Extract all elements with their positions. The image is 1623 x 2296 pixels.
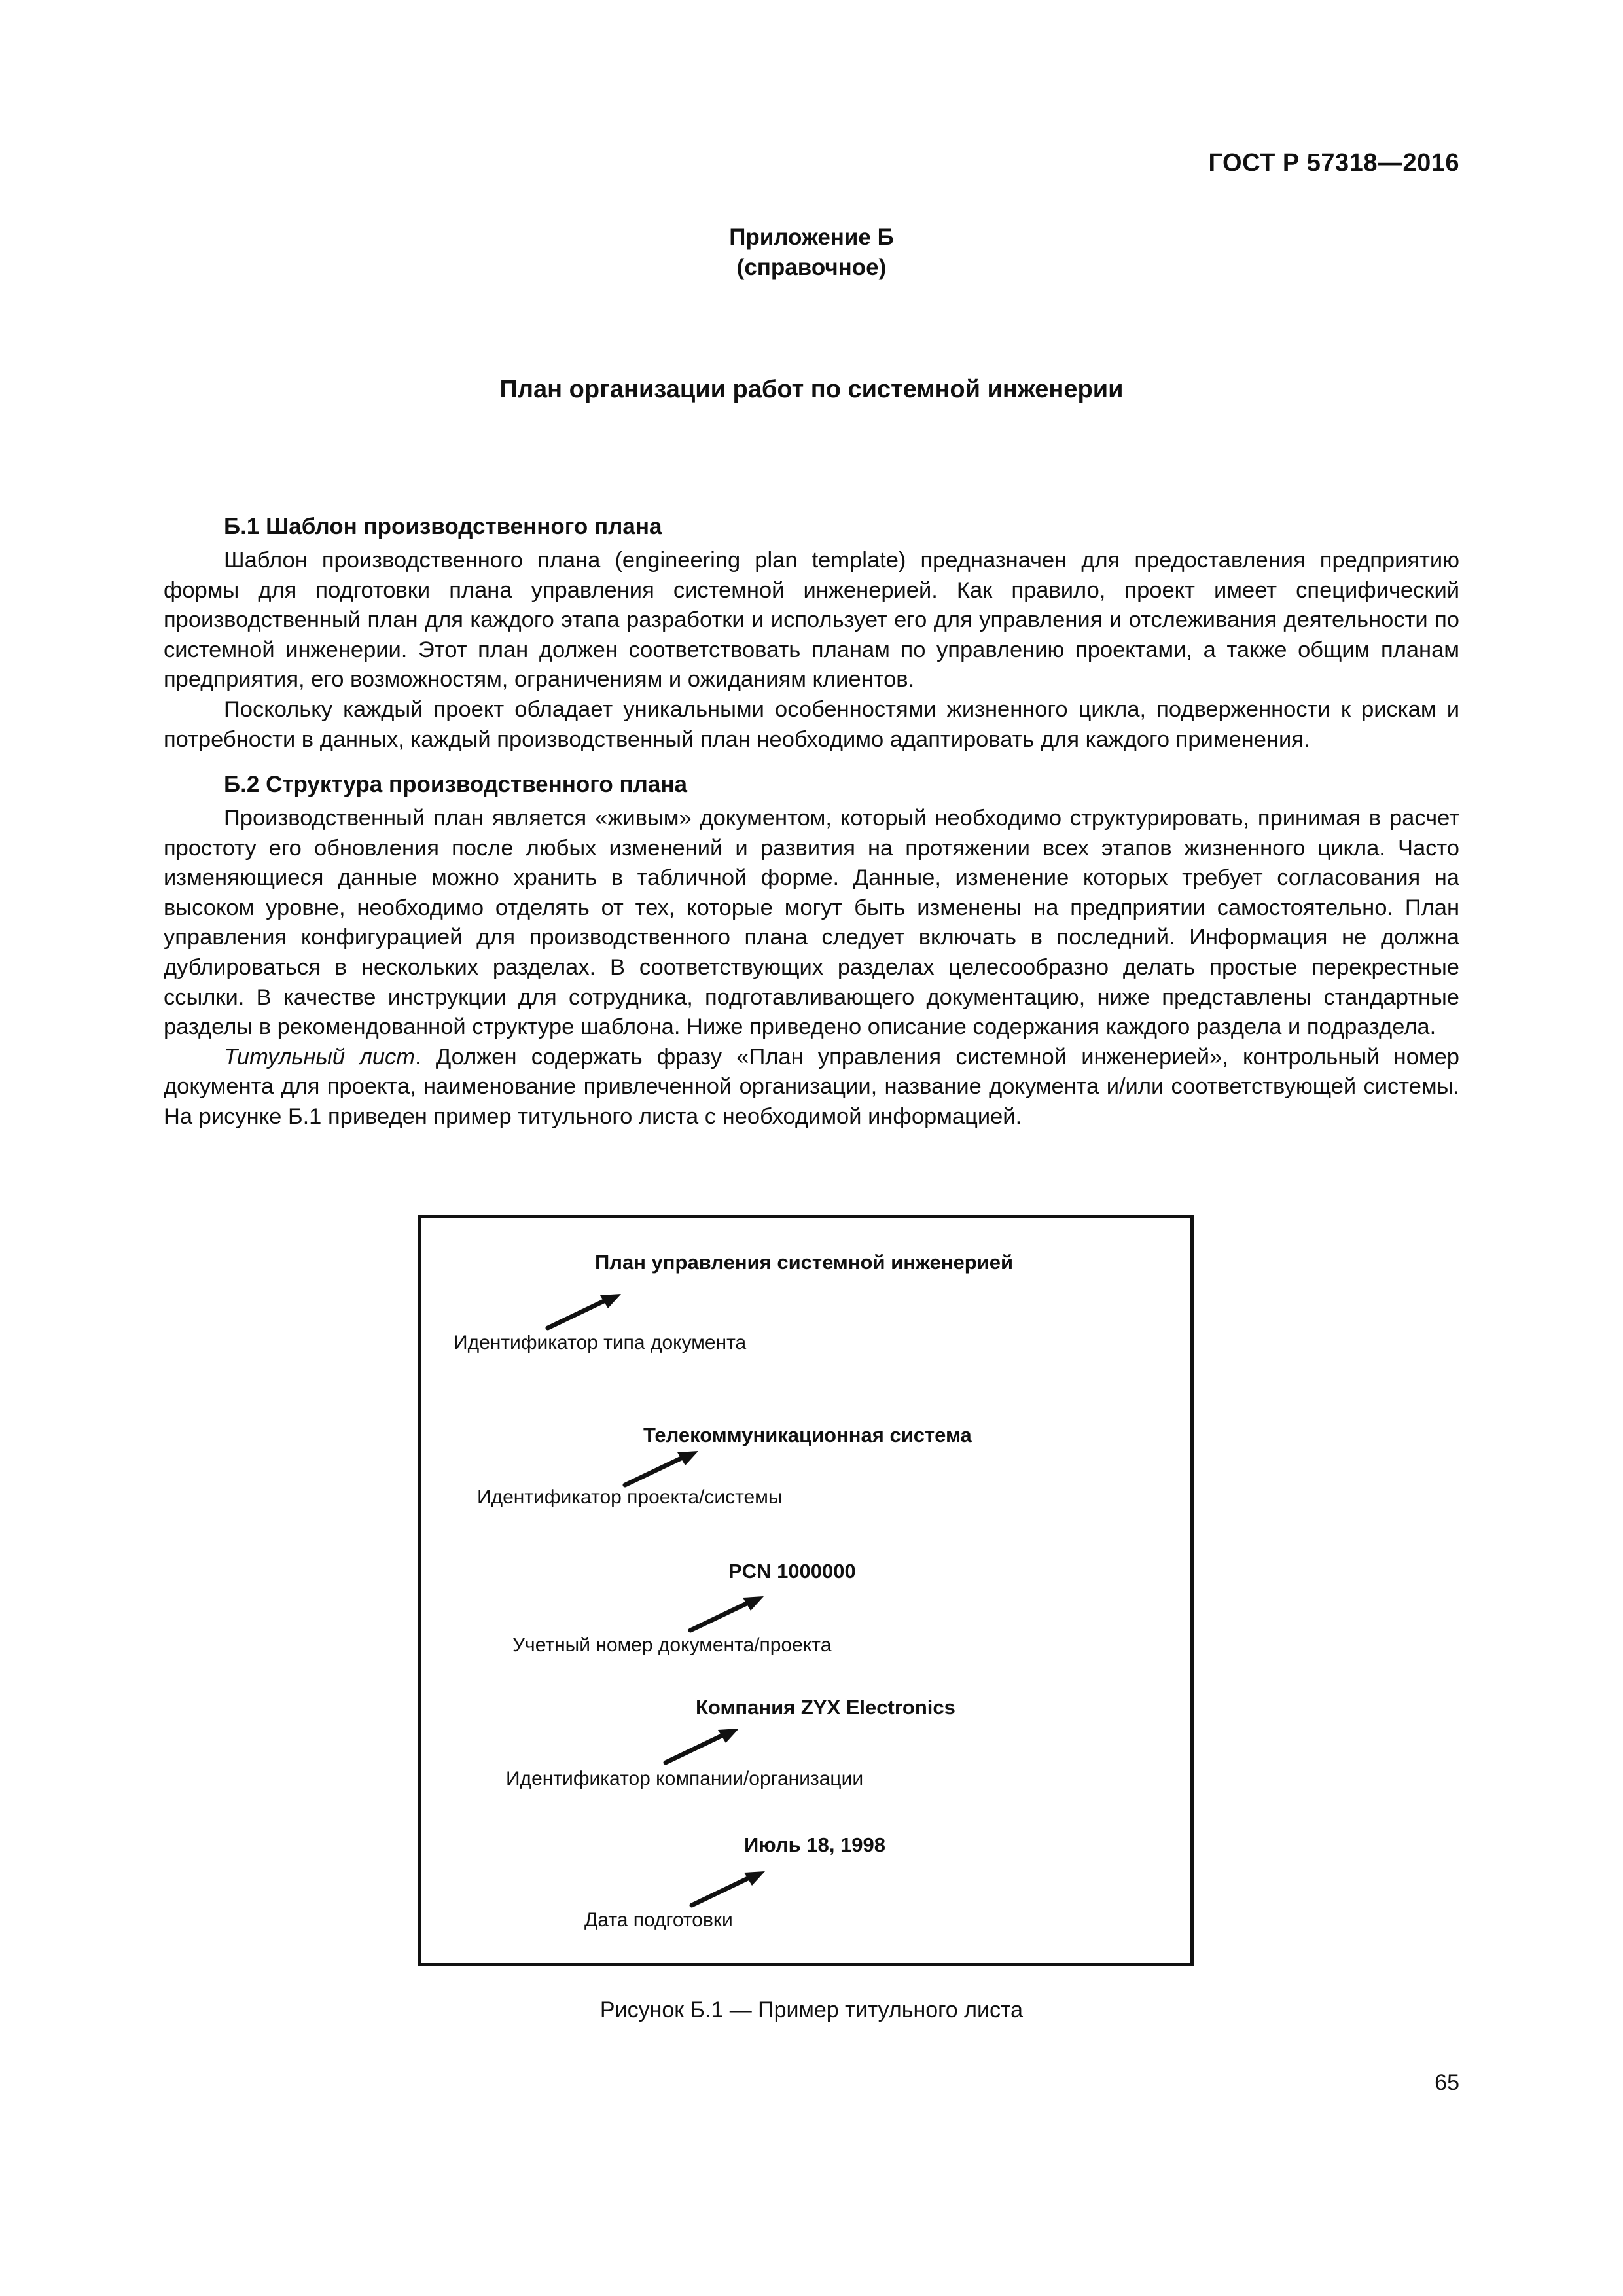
figure-value-project-system: Телекоммуникационная система — [643, 1424, 972, 1446]
title-page-paragraph — [164, 1043, 1459, 1132]
title-page-text: . Должен содержать фразу «План управления системной инженерией», контрольный номер документа для проекта, наименование привлеченной организации, название документа и/или соответствующей системы. На рисунке Б.1 приведен пример титульного листа с необходимой информацией. — [164, 1044, 1459, 1129]
section-b1 — [164, 512, 1459, 755]
document-code: ГОСТ Р 57318—2016 — [1208, 149, 1459, 177]
arrow-icon — [688, 1595, 766, 1634]
figure-label-document-type: Идентификатор типа документа — [454, 1332, 747, 1354]
section-b1-paragraph: Шаблон производственного плана (engineering plan template) предназначен для предоставления предприятию формы для подготовки плана управления системной инженерией. Как правило, проект имеет специфический производственный план для каждого этапа разработки и использует его для управления и отслеживания деятельности по системной инженерии. Этот план должен соответствовать планам по управлению проектами, а также общим планам предприятия, его возможностям, ограничениям и ожиданиям клиентов. — [164, 548, 1459, 692]
section-b2-paragraph: Производственный план является «живым» документом, который необходимо структурировать, принимая в расчет простоту его обновления после любых изменений и развития на протяжении всех этапов жизненного цикла. Часто изменяющиеся данные можно хранить в табличной форме. Данные, изменение которых требует согласования на высоком уровне, необходимо отделять от тех, которые могут быть изменены на предприятии самостоятельно. План управления конфигурацией для производственного плана следует включать в последний. Информация не должна дублироваться в нескольких разделах. В соответствующих разделах целесообразно делать простые перекрестные ссылки. В качестве инструкции для сотрудника, подготавливающего документацию, ниже представлены стандартные разделы в рекомендованной структуре шаблона. Ниже приведено описание содержания каждого раздела и подраздела. — [164, 806, 1459, 1040]
title-page-example-figure — [418, 1215, 1194, 1966]
figure-caption: Рисунок Б.1 — Пример титульного листа — [599, 1998, 1024, 2022]
figure-label-company: Идентификатор компании/организации — [506, 1768, 864, 1789]
section-b1-paragraph: Поскольку каждый проект обладает уникальными особенностями жизненного цикла, подверженности к рискам и потребности в данных, каждый производственный план необходимо адаптировать для каждого применения. — [164, 696, 1459, 752]
appendix-heading — [0, 223, 1623, 283]
appendix-subtitle: (справочное) — [736, 255, 887, 280]
appendix-title: Приложение Б — [729, 224, 894, 250]
page-number: 65 — [1435, 2070, 1459, 2095]
figure-value-company: Компания ZYX Electronics — [696, 1696, 955, 1719]
figure-label-date: Дата подготовки — [584, 1909, 733, 1931]
section-b1-heading: Б.1 Шаблон производственного плана — [224, 514, 662, 539]
figure-value-document-type: План управления системной инженерией — [595, 1251, 1014, 1274]
section-b2-heading: Б.2 Структура производственного плана — [224, 772, 687, 797]
figure-label-document-number: Учетный номер документа/проекта — [512, 1634, 832, 1656]
figure-value-date: Июль 18, 1998 — [744, 1833, 886, 1856]
title-page-term: Титульный лист — [224, 1044, 416, 1069]
figure-value-document-number: PCN 1000000 — [728, 1560, 856, 1583]
arrow-icon — [622, 1450, 701, 1489]
arrow-icon — [663, 1727, 741, 1767]
section-b2 — [164, 770, 1459, 1132]
arrow-icon — [545, 1293, 624, 1332]
plan-title: План организации работ по системной инженерии — [499, 376, 1124, 403]
figure-label-project-system: Идентификатор проекта/системы — [477, 1486, 783, 1508]
arrow-icon — [689, 1870, 768, 1909]
